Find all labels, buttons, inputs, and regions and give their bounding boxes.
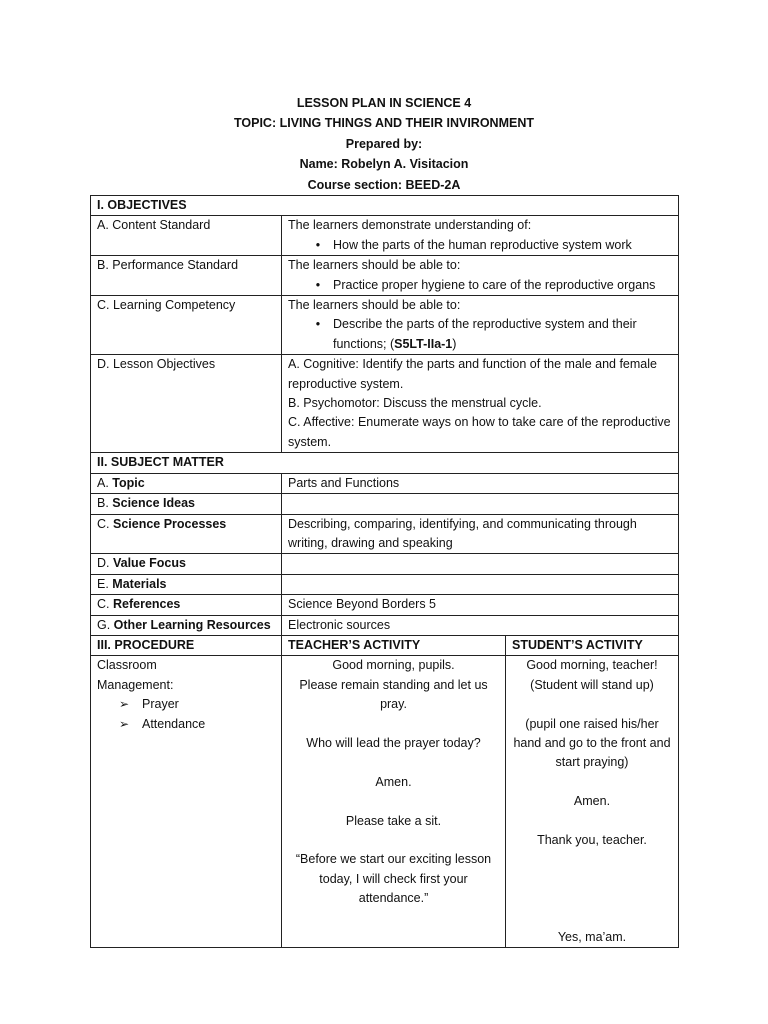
value-focus-prefix: D. (97, 556, 113, 571)
value-focus-label (91, 554, 282, 574)
classroom-management-cell (91, 656, 282, 948)
science-ideas-label-text: Science Ideas (112, 496, 195, 511)
arrow-bullet-icon: ➢ (119, 716, 130, 731)
list-item (288, 276, 672, 295)
other-resources-value: Electronic sources (282, 615, 679, 635)
student-line: (pupil one raised his/her hand and go to the front and start praying) (513, 716, 671, 770)
content-standard-intro: The learners demonstrate understanding of: (288, 218, 532, 233)
performance-standard-list (288, 276, 672, 295)
prepared-by: Prepared by: (345, 136, 423, 151)
affective-objective: C. Affective: Enumerate ways on how to take care of the reproductive system. (288, 415, 671, 449)
teacher-activity-heading: TEACHER’S ACTIVITY (282, 635, 506, 655)
classroom-management-row (91, 656, 679, 948)
other-resources-row (91, 615, 679, 635)
student-line: Yes, ma’am. (557, 929, 627, 944)
arrow-bullet-icon: ➢ (119, 697, 130, 712)
list-item (288, 236, 672, 255)
science-ideas-label (91, 494, 282, 514)
course-section: Course section: BEED-2A (307, 177, 461, 192)
student-line: (Student will stand up) (530, 677, 654, 692)
other-resources-label-text: Other Learning Resources (113, 617, 271, 632)
teacher-activity-cell (282, 656, 506, 948)
bullet-icon: • (315, 277, 321, 292)
student-line: Thank you, teacher. (537, 832, 647, 847)
preparer-name: Name: Robelyn A. Visitacion (299, 157, 469, 172)
science-processes-value: Describing, comparing, identifying, and communicating through writing, drawing and speaking (282, 514, 679, 554)
other-resources-prefix: G. (97, 617, 114, 632)
value-focus-value (282, 554, 679, 574)
competency-close: ) (452, 336, 457, 351)
subject-matter-heading-row (91, 453, 679, 473)
references-label (91, 595, 282, 615)
lesson-objectives-row (91, 355, 679, 453)
management-label: Management: (97, 677, 174, 692)
list-item (97, 715, 275, 734)
learning-competency-cell (282, 296, 679, 355)
content-standard-list (288, 236, 672, 255)
science-ideas-value (282, 494, 679, 514)
teacher-line: Who will lead the prayer today? (306, 735, 481, 750)
teacher-line: Good morning, pupils. (332, 658, 455, 673)
teacher-line: Amen. (375, 774, 412, 789)
performance-standard-bullet: Practice proper hygiene to care of the reproductive organs (333, 277, 656, 292)
materials-label-text: Materials (112, 576, 167, 591)
topic-value: Parts and Functions (282, 473, 679, 493)
psychomotor-objective: B. Psychomotor: Discuss the menstrual cycle. (288, 396, 542, 411)
student-line: Good morning, teacher! (526, 658, 658, 673)
student-activity-heading: STUDENT’S ACTIVITY (506, 635, 679, 655)
student-line: Amen. (573, 794, 611, 809)
bullet-icon: • (315, 237, 321, 252)
learning-competency-intro: The learners should be able to: (288, 298, 461, 313)
lesson-objectives-cell (282, 355, 679, 453)
references-prefix: C. (97, 597, 113, 612)
bullet-icon: • (315, 317, 321, 332)
procedure-heading: III. PROCEDURE (91, 635, 282, 655)
performance-standard-row (91, 256, 679, 296)
content-standard-cell (282, 216, 679, 256)
science-processes-row (91, 514, 679, 554)
list-item (97, 695, 275, 714)
science-ideas-row (91, 494, 679, 514)
lesson-plan-table (90, 195, 679, 948)
references-value: Science Beyond Borders 5 (282, 595, 679, 615)
topic-row (91, 473, 679, 493)
prayer-item: Prayer (142, 697, 179, 712)
document-title: LESSON PLAN IN SCIENCE 4 (296, 96, 472, 110)
topic-label (91, 473, 282, 493)
teacher-line: Please remain standing and let us pray. (299, 677, 488, 712)
topic-label-text: Topic (112, 475, 145, 490)
document-topic: TOPIC: LIVING THINGS AND THEIR INVIRONMENT (233, 116, 534, 131)
performance-standard-cell (282, 256, 679, 296)
materials-row (91, 574, 679, 594)
performance-standard-label: B. Performance Standard (91, 256, 282, 296)
science-processes-label-text: Science Processes (112, 516, 227, 531)
competency-code: S5LT-IIa-1 (394, 336, 453, 351)
content-standard-label: A. Content Standard (91, 216, 282, 256)
materials-label (91, 574, 282, 594)
objectives-heading-row (91, 196, 679, 216)
science-ideas-prefix: B. (97, 496, 113, 511)
student-activity-cell (506, 656, 679, 948)
cognitive-objective: A. Cognitive: Identify the parts and function of the male and female reproductive system. (288, 357, 657, 391)
objectives-heading: I. OBJECTIVES (91, 196, 679, 216)
list-item (288, 315, 672, 354)
lesson-objectives-label: D. Lesson Objectives (91, 355, 282, 453)
topic-prefix: A. (97, 475, 113, 490)
science-processes-prefix: C. (97, 516, 113, 531)
document-header (90, 93, 678, 195)
learning-competency-row (91, 296, 679, 355)
references-label-text: References (112, 597, 181, 612)
learning-competency-list (288, 315, 672, 354)
management-list (97, 695, 275, 734)
classroom-label: Classroom (97, 658, 157, 673)
learning-competency-label: C. Learning Competency (91, 296, 282, 355)
subject-matter-heading: II. SUBJECT MATTER (91, 453, 679, 473)
teacher-line: “Before we start our exciting lesson today, I will check first your attendance.” (295, 852, 492, 906)
references-row (91, 595, 679, 615)
learning-competency-bullet: Describe the parts of the reproductive system and their functions; ( (333, 317, 637, 351)
content-standard-row (91, 216, 679, 256)
content-standard-bullet: How the parts of the human reproductive system work (333, 237, 632, 252)
teacher-line: Please take a sit. (345, 813, 442, 828)
performance-standard-intro: The learners should be able to: (288, 258, 461, 273)
materials-value (282, 574, 679, 594)
attendance-item: Attendance (142, 716, 206, 731)
other-resources-label (91, 615, 282, 635)
science-processes-label (91, 514, 282, 554)
value-focus-row (91, 554, 679, 574)
procedure-heading-row (91, 635, 679, 655)
value-focus-label-text: Value Focus (112, 556, 186, 571)
materials-prefix: E. (97, 576, 113, 591)
